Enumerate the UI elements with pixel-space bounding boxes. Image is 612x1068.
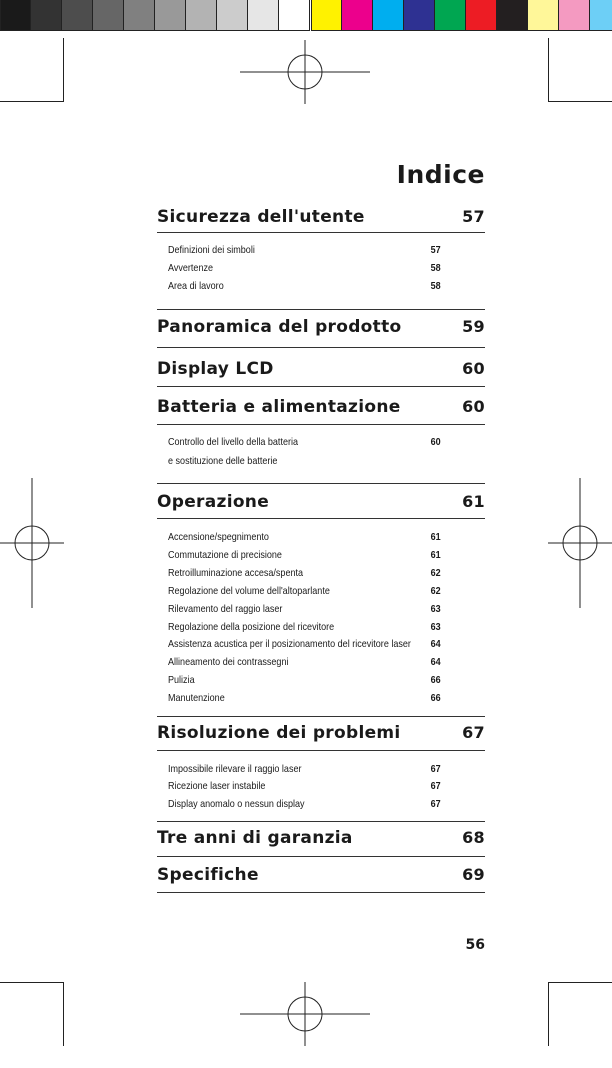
registration-mark-top (240, 40, 370, 104)
item-label: Impossibile rilevare il raggio laser (168, 763, 302, 775)
gray-swatch (62, 0, 93, 31)
item-page: 57 (430, 244, 441, 256)
crop-mark (0, 982, 63, 983)
page-title: Indice (396, 160, 485, 189)
color-swatch (373, 0, 404, 31)
item-label: Allineamento dei contrassegni (168, 656, 289, 668)
section-page: 67 (462, 723, 485, 742)
section-page: 59 (462, 317, 485, 336)
crop-mark (548, 982, 549, 1046)
page-number: 56 (465, 937, 485, 953)
item-label: Commutazione di precisione (168, 549, 282, 561)
section-page: 60 (462, 397, 485, 416)
gray-swatch-bar (0, 0, 310, 31)
item-page: 67 (430, 780, 441, 792)
toc-item[interactable] (168, 549, 441, 561)
item-label: Avvertenze (168, 262, 214, 274)
color-swatch (559, 0, 590, 31)
section-title: Risoluzione dei problemi (157, 723, 401, 743)
section-title: Sicurezza dell'utente (157, 207, 365, 227)
divider (157, 892, 485, 893)
registration-mark-right (548, 478, 612, 608)
section-title: Display LCD (157, 359, 274, 379)
toc-item[interactable] (168, 280, 441, 292)
color-swatch (497, 0, 528, 31)
item-label: Controllo del livello della batteria (168, 436, 299, 448)
divider (157, 309, 485, 310)
crop-mark (548, 38, 549, 102)
toc-item (168, 455, 441, 467)
toc-item[interactable] (168, 674, 441, 686)
toc-item[interactable] (168, 567, 441, 579)
toc-section[interactable] (157, 207, 485, 227)
item-label: Manutenzione (168, 692, 225, 704)
item-page: 67 (430, 763, 441, 775)
section-page: 69 (462, 865, 485, 884)
toc-item[interactable] (168, 244, 441, 256)
registration-mark-bottom (240, 982, 370, 1046)
crop-mark (63, 38, 64, 102)
item-label: Area di lavoro (168, 280, 224, 292)
toc-section[interactable] (157, 492, 485, 512)
item-label: Regolazione della posizione del ricevitore (168, 621, 335, 633)
color-swatch (590, 0, 612, 31)
divider (157, 483, 485, 484)
gray-swatch (0, 0, 31, 31)
item-page: 66 (430, 674, 441, 686)
color-swatch-bar (311, 0, 612, 31)
color-swatch (528, 0, 559, 31)
item-page: 58 (430, 262, 441, 274)
section-page: 60 (462, 359, 485, 378)
color-swatch (435, 0, 466, 31)
gray-swatch (155, 0, 186, 31)
toc-item[interactable] (168, 763, 441, 775)
section-title: Specifiche (157, 865, 259, 885)
divider (157, 232, 485, 233)
toc-item[interactable] (168, 692, 441, 704)
item-page: 64 (430, 638, 441, 650)
gray-swatch (279, 0, 310, 31)
item-page: 60 (430, 436, 441, 448)
item-label: Retroilluminazione accesa/spenta (168, 567, 304, 579)
crop-mark (0, 101, 63, 102)
divider (157, 716, 485, 717)
item-label: Regolazione del volume dell'altoparlante (168, 585, 330, 597)
toc-item[interactable] (168, 531, 441, 543)
item-label: Definizioni dei simboli (168, 244, 255, 256)
item-label: Assistenza acustica per il posizionamento del ricevitore laser (168, 638, 411, 650)
section-title: Operazione (157, 492, 270, 512)
color-swatch (404, 0, 435, 31)
item-label: e sostituzione delle batterie (168, 455, 278, 467)
toc-item[interactable] (168, 780, 441, 792)
color-swatch (342, 0, 373, 31)
item-label: Rilevamento del raggio laser (168, 603, 283, 615)
item-page: 61 (430, 549, 441, 561)
divider (157, 856, 485, 857)
section-page: 68 (462, 828, 485, 847)
item-page: 62 (430, 585, 441, 597)
toc-item[interactable] (168, 262, 441, 274)
gray-swatch (124, 0, 155, 31)
toc-section[interactable] (157, 397, 485, 417)
divider (157, 750, 485, 751)
gray-swatch (93, 0, 124, 31)
gray-swatch (217, 0, 248, 31)
divider (157, 347, 485, 348)
item-label: Ricezione laser instabile (168, 780, 266, 792)
divider (157, 518, 485, 519)
crop-mark (63, 982, 64, 1046)
gray-swatch (31, 0, 62, 31)
item-page: 61 (430, 531, 441, 543)
item-page: 66 (430, 692, 441, 704)
divider (157, 821, 485, 822)
divider (157, 424, 485, 425)
item-page: 58 (430, 280, 441, 292)
toc-item[interactable] (168, 638, 441, 650)
section-title: Batteria e alimentazione (157, 397, 401, 417)
crop-mark (548, 101, 612, 102)
item-page: 64 (430, 656, 441, 668)
item-label: Display anomalo o nessun display (168, 798, 305, 810)
toc-section[interactable] (157, 828, 485, 848)
toc-section[interactable] (157, 317, 485, 337)
section-page: 61 (462, 492, 485, 511)
registration-mark-left (0, 478, 64, 608)
gray-swatch (248, 0, 279, 31)
toc-section[interactable] (157, 865, 485, 885)
item-label: Pulizia (168, 674, 195, 686)
item-page: 62 (430, 567, 441, 579)
color-swatch (466, 0, 497, 31)
toc-item[interactable] (168, 585, 441, 597)
item-page: 67 (430, 798, 441, 810)
toc-item[interactable] (168, 656, 441, 668)
item-label: Accensione/spegnimento (168, 531, 269, 543)
section-page: 57 (462, 207, 485, 226)
toc-item[interactable] (168, 798, 441, 810)
toc-item[interactable] (168, 436, 441, 448)
divider (157, 386, 485, 387)
item-page: 63 (430, 621, 441, 633)
section-title: Panoramica del prodotto (157, 317, 402, 337)
gray-swatch (186, 0, 217, 31)
section-title: Tre anni di garanzia (157, 828, 353, 848)
color-swatch (311, 0, 342, 31)
toc-item[interactable] (168, 603, 441, 615)
toc-item[interactable] (168, 621, 441, 633)
crop-mark (548, 982, 612, 983)
toc-section[interactable] (157, 723, 485, 743)
toc-section[interactable] (157, 359, 485, 379)
item-page: 63 (430, 603, 441, 615)
